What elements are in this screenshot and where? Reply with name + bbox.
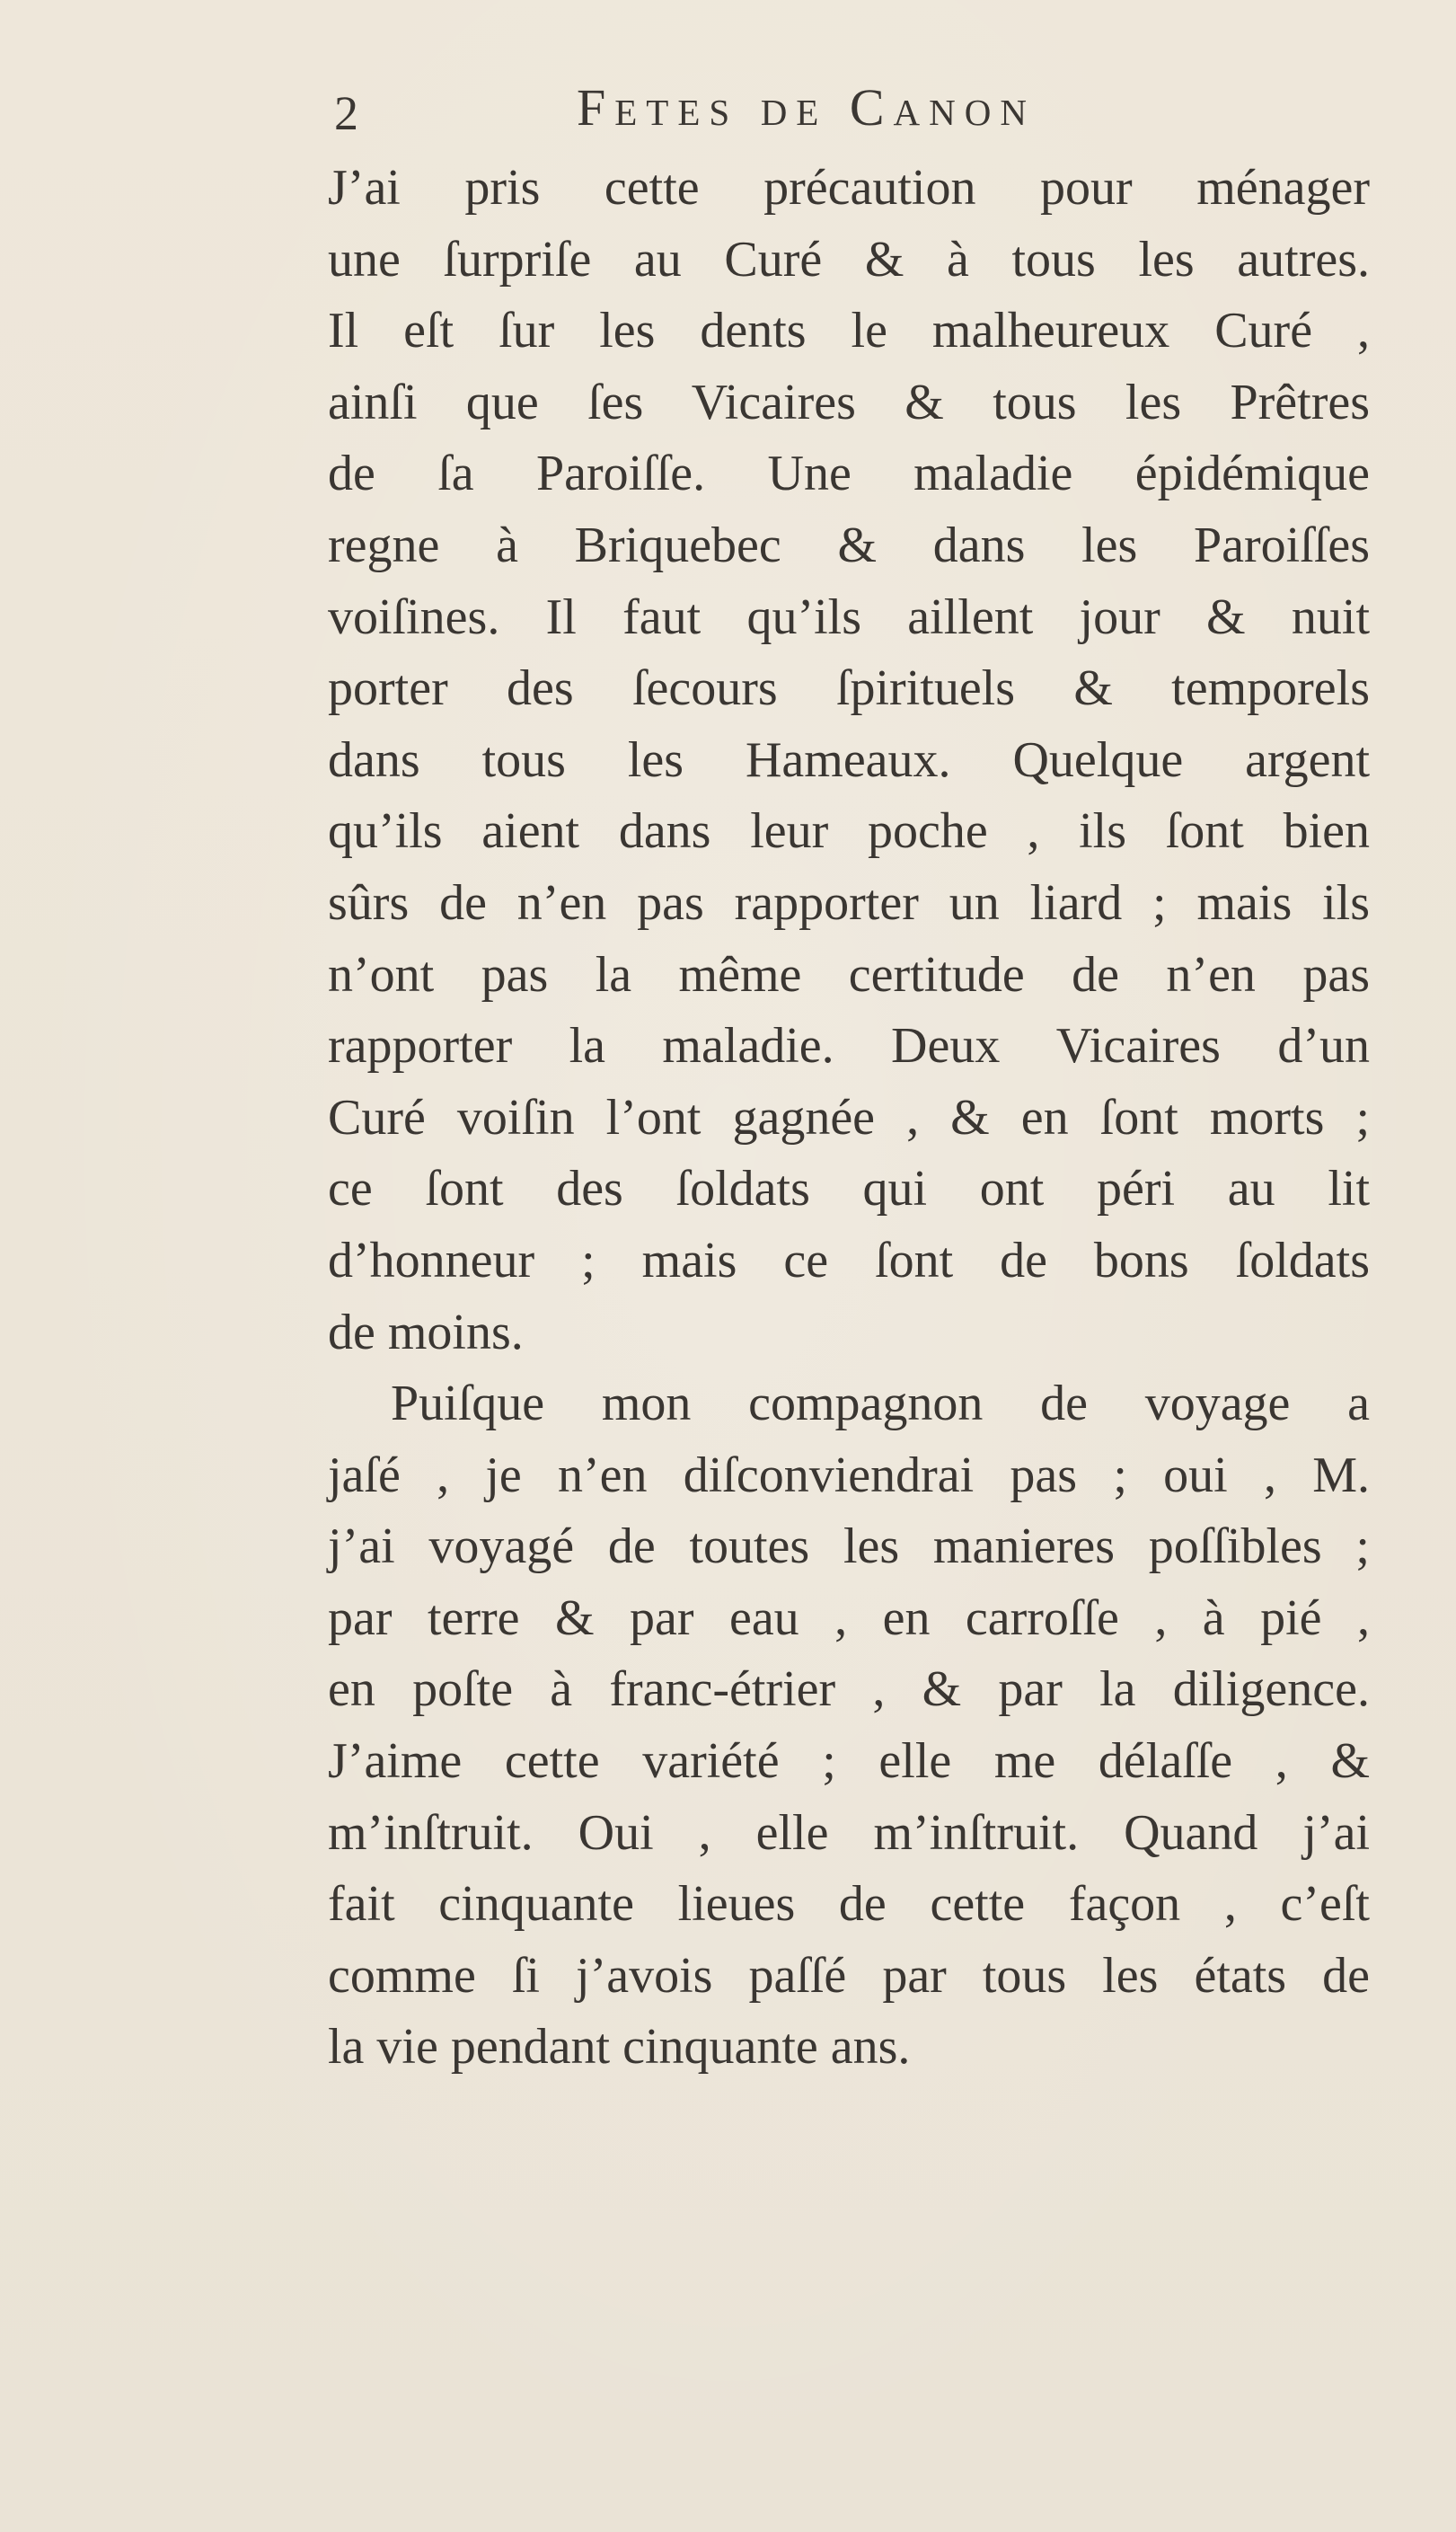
text-line: qu’ils aient dans leur poche , ils ſont bien (328, 803, 1370, 860)
running-head (334, 72, 1232, 153)
text-line: d’honneur ; mais ce ſont de bons ſoldats (328, 1232, 1370, 1288)
text-line: sûrs de n’en pas rapporter un liard ; mais ils (328, 874, 1370, 931)
text-line: Il eſt ſur les dents le malheureux Curé , (328, 303, 1370, 359)
text-line: comme ſi j’avois paſſé par tous les états de (328, 1947, 1370, 2004)
text-line: porter des ſecours ſpirituels & temporels (328, 660, 1370, 717)
text-line: regne à Briquebec & dans les Paroiſſes (328, 517, 1370, 573)
text-line: Puiſque mon compagnon de voyage a (391, 1376, 1370, 1432)
text-line: dans tous les Hameaux. Quelque argent (328, 731, 1370, 788)
text-line: m’inſtruit. Oui , elle m’inſtruit. Quand j’ai (328, 1804, 1370, 1861)
text-line: rapporter la maladie. Deux Vicaires d’un (328, 1018, 1370, 1075)
text-line: la vie pendant cinquante ans. (328, 2019, 911, 2076)
text-line: de ſa Paroiſſe. Une maladie épidémique (328, 446, 1370, 502)
body-text (328, 153, 1370, 2084)
text-line: voiſines. Il faut qu’ils aillent jour & nuit (328, 589, 1370, 645)
text-line: en poſte à franc-étrier , & par la diligence. (328, 1661, 1370, 1718)
text-line: par terre & par eau , en carroſſe , à pié , (328, 1589, 1370, 1646)
text-line: J’ai pris cette précaution pour ménager (328, 160, 1370, 216)
text-line: jaſé , je n’en diſconviendrai pas ; oui , M. (328, 1447, 1370, 1503)
text-line: n’ont pas la même certitude de n’en pas (328, 946, 1370, 1003)
text-line: ce ſont des ſoldats qui ont péri au lit (328, 1161, 1370, 1217)
running-title: Fetes de Canon (577, 78, 1036, 137)
text-line: une ſurpriſe au Curé & à tous les autres. (328, 231, 1370, 288)
page-number: 2 (334, 86, 358, 140)
text-line: J’aime cette variété ; elle me délaſſe , & (328, 1733, 1370, 1790)
text-line: ainſi que ſes Vicaires & tous les Prêtres (328, 374, 1370, 430)
paragraph-1 (328, 153, 1370, 1368)
text-line: de moins. (328, 1304, 524, 1360)
text-line: fait cinquante lieues de cette façon , c’eſt (328, 1876, 1370, 1933)
paragraph-2 (328, 1368, 1370, 2084)
text-line: j’ai voyagé de toutes les manieres poſſibles ; (328, 1518, 1370, 1575)
text-line: Curé voiſin l’ont gagnée , & en ſont morts ; (328, 1089, 1370, 1146)
